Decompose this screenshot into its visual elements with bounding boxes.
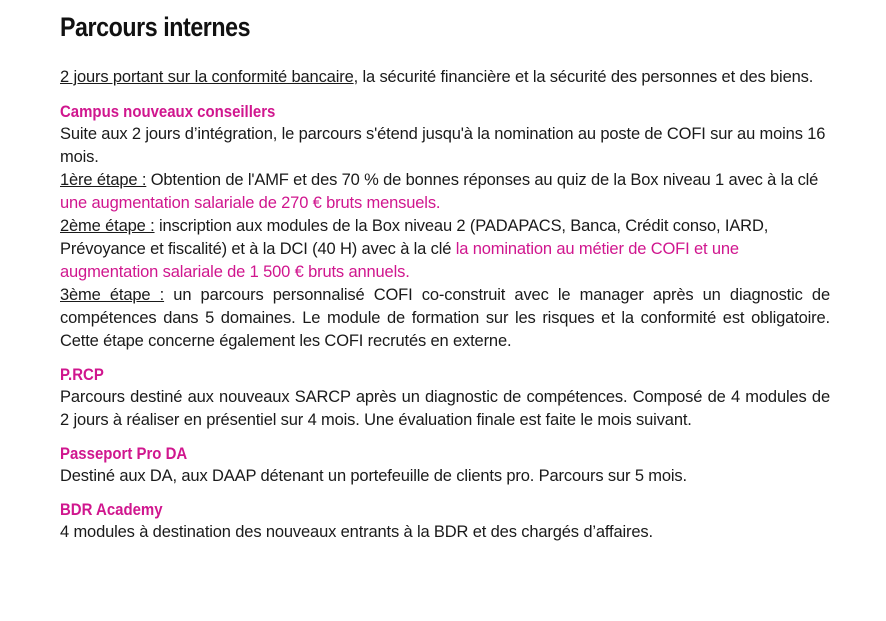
prcp-text: Parcours destiné aux nouveaux SARCP après un diagnostic de compétences. Composé de 4 modules de 2 jours à réaliser en présentiel sur 4 mois. Une évaluation finale est faite le mois suivant.: [60, 388, 830, 429]
passeport-text: Destiné aux DA, aux DAAP détenant un portefeuille de clients pro. Parcours sur 5 mois.: [60, 467, 687, 485]
section-heading-prcp: P.RCP: [60, 365, 104, 384]
document-page: [60, 12, 830, 554]
campus-step-3: [60, 284, 830, 353]
section-passeport: [60, 442, 830, 488]
step-2-text: inscription aux modules de la Box niveau 2 (PADAPACS, Banca, Crédit conso, IARD, Prévoyance et fiscalité) et à la DCI (40 H) avec à la clé: [60, 217, 769, 258]
section-prcp: [60, 363, 830, 432]
intro-underlined-text: 2 jours portant sur la conformité bancaire: [60, 68, 354, 86]
step-1-label: 1ère étape :: [60, 171, 147, 189]
bdr-text: 4 modules à destination des nouveaux entrants à la BDR et des chargés d’affaires.: [60, 523, 653, 541]
step-3-text: un parcours personnalisé COFI co-construit avec le manager après un diagnostic de compétences dans 5 domaines. Le module de formation sur les risques et la conformité est obligatoire. Cette étape concerne également les COFI recrutés en externe.: [60, 286, 830, 350]
campus-step-1: [60, 169, 830, 215]
campus-lead-text: Suite aux 2 jours d’intégration, le parcours s'étend jusqu'à la nomination au poste de COFI sur au moins 16 mois.: [60, 125, 826, 166]
page-title: Parcours internes: [60, 12, 251, 42]
step-1-highlight: une augmentation salariale de 270 € bruts mensuels.: [60, 194, 441, 212]
section-bdr: [60, 498, 830, 544]
section-heading-campus: Campus nouveaux conseillers: [60, 102, 276, 121]
step-2-highlight: la nomination au métier de COFI et une augmentation salariale de 1 500 € bruts annuels.: [60, 240, 739, 281]
step-3-label: 3ème étape :: [60, 286, 165, 304]
step-2-label: 2ème étape :: [60, 217, 155, 235]
section-campus: [60, 100, 830, 353]
intro-text: , la sécurité financière et la sécurité des personnes et des biens.: [353, 68, 814, 86]
campus-step-2: [60, 215, 830, 284]
section-heading-bdr: BDR Academy: [60, 500, 163, 519]
step-1-text: Obtention de l'AMF et des 70 % de bonnes réponses au quiz de la Box niveau 1 avec à la clé: [146, 171, 819, 189]
section-heading-passeport: Passeport Pro DA: [60, 444, 188, 463]
intro-paragraph: [60, 66, 830, 89]
